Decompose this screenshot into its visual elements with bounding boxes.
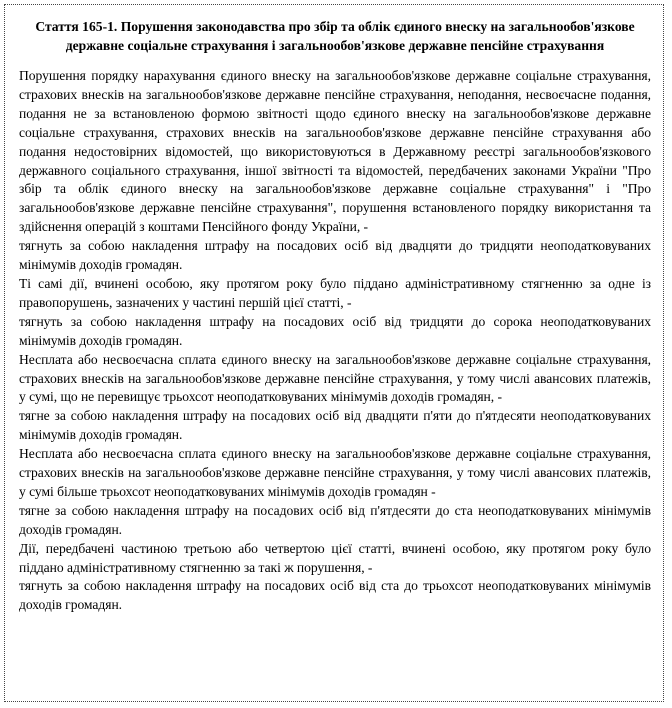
paragraph-nonpayment-under-300: Несплата або несвоєчасна сплата єдиного внеску на загальнообов'язкове державне соціальне страхування, страхових внесків на загальнообов'язкове державне пенсійне страхування, у тому числі авансових платежів, у сумі, що не перевищує трьохсот неоподатковуваних мінімумів доходів громадян, - xyxy=(19,351,651,405)
document-frame xyxy=(4,4,664,702)
paragraph-violation-description: Порушення порядку нарахування єдиного внеску на загальнообов'язкове державне соціальне страхування, страхових внесків на загальнообов'язкове державне пенсійне страхування, неподання, несвоєчасне подання, подання не за встановленою формою звітності щодо єдиного внеску на загальнообов'язкове державне соціальне страхування, страхових внесків на загальнообов'язкове державне пенсійне страхування або подання недостовірних відомостей, що використовуються в Державному реєстрі загальнообов'язкового державного соціального страхування, іншої звітності та відомостей, передбачених законами України "Про збір та облік єдиного внеску на загальнообов'язкове державне соціальне страхування" і "Про загальнообов'язкове державне пенсійне страхування", порушення встановленого порядку використання та здійснення операцій з коштами Пенсійного фонду України, - xyxy=(19,68,651,235)
article-title: Стаття 165-1. Порушення законодавства про збір та облік єдиного внеску на загальнообов'язкове державне соціальне страхування і загальнообов'язкове державне пенсійне страхування xyxy=(35,19,635,53)
paragraph-penalty-4: тягне за собою накладення штрафу на посадових осіб від п'ятдесяти до ста неоподатковуваних мінімумів доходів громадян. xyxy=(19,502,651,537)
paragraph-repeat-violation: Ті самі дії, вчинені особою, яку протягом року було піддано адміністративному стягненню за одне із правопорушень, зазначених у частині першій цієї статті, - xyxy=(19,275,651,310)
paragraph-penalty-5: тягнуть за собою накладення штрафу на посадових осіб від ста до трьохсот неоподатковуваних мінімумів доходів громадян. xyxy=(19,578,651,613)
paragraph-penalty-1: тягнуть за собою накладення штрафу на посадових осіб від двадцяти до тридцяти неоподатковуваних мінімумів доходів громадян. xyxy=(19,238,651,273)
paragraph-nonpayment-over-300: Несплата або несвоєчасна сплата єдиного внеску на загальнообов'язкове державне соціальне страхування, страхових внесків на загальнообов'язкове державне пенсійне страхування, у тому числі авансових платежів, у сумі більше трьохсот неоподатковуваних мінімумів доходів громадян - xyxy=(19,446,651,499)
paragraph-penalty-2: тягнуть за собою накладення штрафу на посадових осіб від тридцяти до сорока неоподатковуваних мінімумів доходів громадян. xyxy=(19,313,651,348)
paragraph-repeat-parts-3-4: Дії, передбачені частиною третьою або четвертою цієї статті, вчинені особою, яку протягом року було піддано адміністративному стягненню за такі ж порушення, - xyxy=(19,540,651,575)
paragraph-penalty-3: тягне за собою накладення штрафу на посадових осіб від двадцяти п'яти до п'ятдесяти неоподатковуваних мінімумів доходів громадян. xyxy=(19,408,651,443)
